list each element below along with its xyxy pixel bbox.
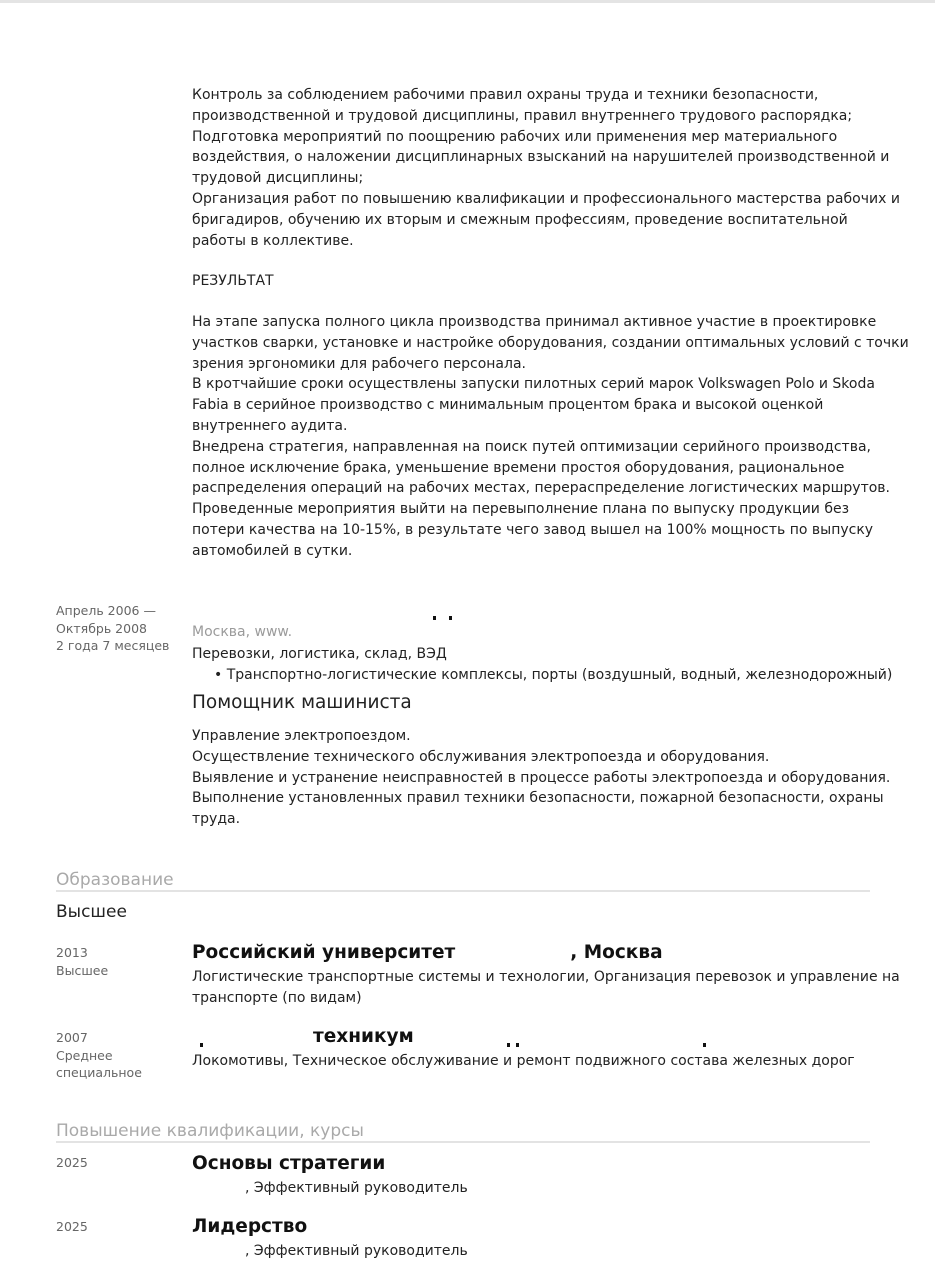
description-line: Логистические транспортные системы и технологии, Организация перевозок и управление на [192, 969, 900, 985]
duty-line: Организация работ по повышению квалификации и профессионального мастерства рабочих и [192, 190, 900, 207]
duty-line: трудовой дисциплины; [192, 170, 364, 187]
duty-line: Управление электропоездом. [192, 728, 411, 744]
job2-industry-item [214, 665, 892, 686]
job2-industry: Перевозки, логистика, склад, ВЭД [192, 646, 447, 662]
job2-position: Помощник машиниста [192, 692, 412, 713]
period-duration: 2 года 7 месяцев [56, 638, 170, 653]
result-line: автомобилей в сутки. [192, 542, 353, 559]
redaction-remnant [507, 1043, 510, 1047]
job2-duties [192, 726, 890, 830]
edu1-level: Высшее [56, 962, 109, 978]
period-start: Апрель 2006 — [56, 603, 156, 618]
duty-line: воздействия, о наложении дисциплинарных взысканий на нарушителей производственной и [192, 149, 890, 166]
result-line: На этапе запуска полного цикла производства принимал активное участие в проектировке [192, 314, 877, 330]
edu2-level-cont: специальное [56, 1065, 142, 1080]
job1-results [192, 312, 909, 562]
result-line: распределения операций на рабочих местах, перераспределение логистических маршрутов. [192, 480, 890, 497]
result-line: Fabia в серийное производство с минимальным процентом брака и высокой оценкой [192, 397, 824, 414]
section-divider [56, 890, 870, 892]
edu2-description [192, 1051, 855, 1072]
duty-line: производственной и трудовой дисциплины, правил внутреннего трудового распорядка; [192, 107, 853, 124]
course2-year: 2025 [56, 1219, 88, 1234]
redaction-remnant [200, 1043, 203, 1047]
description-line: транспорте (по видам) [192, 989, 362, 1006]
job2-location: Москва, www. [192, 624, 293, 640]
course1-year: 2025 [56, 1155, 88, 1170]
edu2-meta [56, 1029, 142, 1082]
edu1-title [192, 942, 663, 963]
industry-item-text: Транспортно-логистические комплексы, порты (воздушный, водный, железнодорожный) [226, 667, 893, 683]
edu1-description [192, 967, 900, 1009]
job1-duties [192, 85, 900, 251]
duty-line: бригадиров, обучению их вторым и смежным профессиям, проведение воспитательной [192, 211, 848, 228]
result-line: В кротчайшие сроки осуществлены запуски пилотных серий марок Volkswagen Polo и Skoda [192, 376, 875, 393]
edu1-institution: Российский университет [192, 942, 456, 963]
edu1-meta [56, 944, 108, 979]
job2-period [56, 602, 169, 655]
redaction-remnant [516, 1043, 519, 1047]
edu1-city: , Москва [570, 942, 663, 963]
course1-title: Основы стратегии [192, 1153, 386, 1174]
duty-line: Выявление и устранение неисправностей в процессе работы электропоезда и оборудования. [192, 769, 891, 786]
description-line: Локомотивы, Техническое обслуживание и ремонт подвижного состава железных дорог [192, 1053, 855, 1069]
edu2-title: техникум [313, 1026, 414, 1047]
duty-line: Осуществление технического обслуживания электропоезда и оборудования. [192, 748, 770, 765]
result-line: участков сварки, установке и настройке оборудования, создании оптимальных условий с точки [192, 334, 909, 351]
period-end: Октябрь 2008 [56, 620, 147, 636]
duty-line: работы в коллективе. [192, 232, 354, 249]
result-heading: РЕЗУЛЬТАТ [192, 273, 274, 289]
bullet-icon: • [214, 667, 223, 683]
course1-org: , Эффективный руководитель [245, 1180, 468, 1196]
result-line: Проведенные мероприятия выйти на перевыполнение плана по выпуску продукции без [192, 501, 850, 518]
result-line: полное исключение брака, уменьшение времени простоя оборудования, рациональное [192, 459, 845, 476]
edu2-year: 2007 [56, 1030, 88, 1045]
course2-title: Лидерство [192, 1216, 308, 1237]
duty-line: Подготовка мероприятий по поощрению рабочих или применения мер материального [192, 128, 838, 145]
edu2-level: Среднее [56, 1047, 113, 1063]
education-section-title: Образование [56, 870, 174, 890]
duty-line: Контроль за соблюдением рабочими правил охраны труда и техники безопасности, [192, 87, 819, 103]
duty-line: труда. [192, 811, 241, 828]
course2-org: , Эффективный руководитель [245, 1243, 468, 1259]
result-line: Внедрена стратегия, направленная на поиск путей оптимизации серийного производства, [192, 438, 871, 455]
edu1-year: 2013 [56, 945, 88, 960]
section-divider [56, 1141, 870, 1143]
redaction-remnant [703, 1043, 706, 1047]
result-line: внутреннего аудита. [192, 417, 348, 434]
result-line: зрения эргономики для рабочего персонала. [192, 355, 526, 372]
courses-section-title: Повышение квалификации, курсы [56, 1121, 364, 1141]
result-line: потери качества на 10-15%, в результате чего завод вышел на 100% мощность по выпуску [192, 521, 874, 538]
page-top-border [0, 0, 935, 3]
duty-line: Выполнение установленных правил техники безопасности, пожарной безопасности, охраны [192, 790, 884, 807]
redaction-remnant [449, 616, 452, 620]
education-level: Высшее [56, 902, 127, 922]
redaction-remnant [433, 616, 436, 620]
